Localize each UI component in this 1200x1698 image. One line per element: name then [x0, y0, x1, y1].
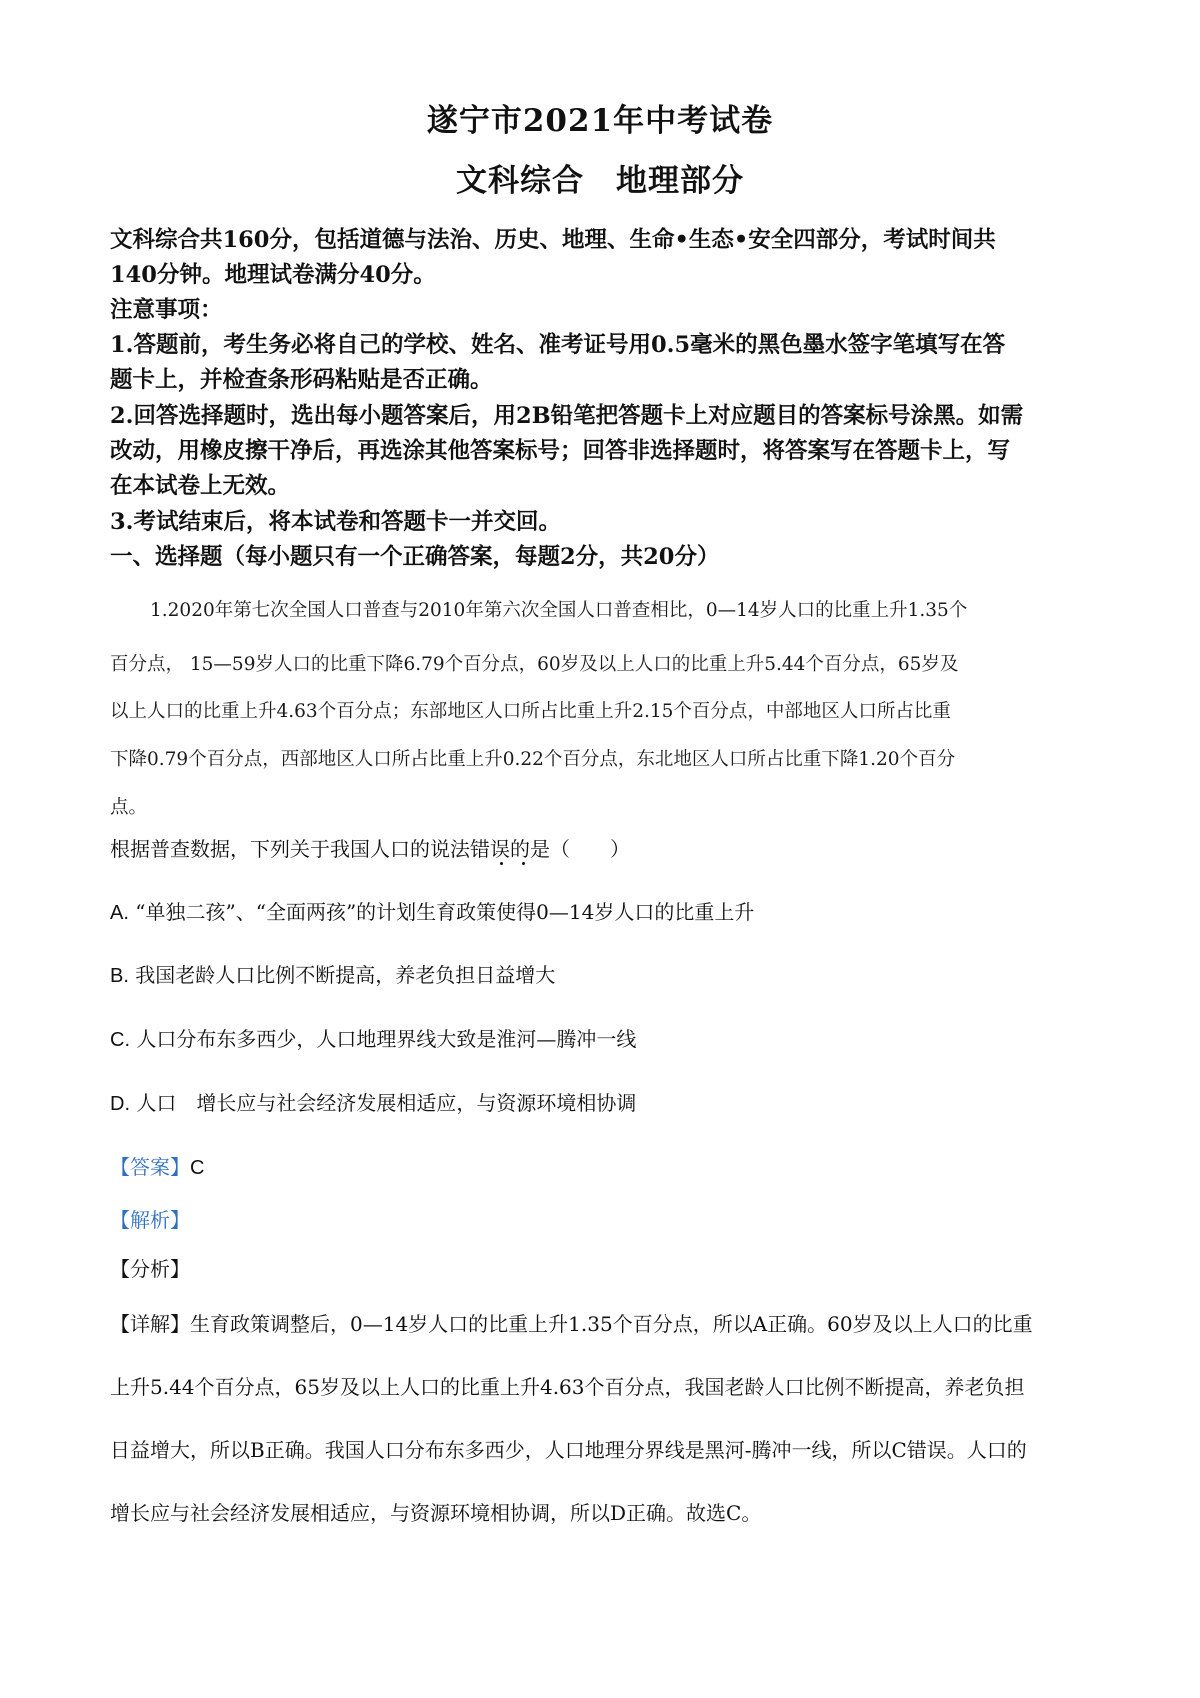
answer-value: C: [190, 1157, 205, 1179]
detail-label: 【详解】: [110, 1312, 190, 1336]
option-letter: D.: [110, 1093, 130, 1115]
analysis-label: 【解析】: [110, 1208, 190, 1232]
option-text: 人口分布东多西少，人口地理界线大致是淮河—腾冲一线: [136, 1027, 637, 1051]
detail-line-3: 日益增大，所以B正确。我国人口分布东多西少，人口地理分界线是黑河-腾冲一线，所以C错误。人口的: [110, 1438, 1027, 1462]
notice-item-2-line-1: 2.回答选择题时，选出每小题答案后，用2B铅笔把答题卡上对应题目的答案标号涂黑。如需: [110, 403, 1024, 429]
intro-line-2: 140分钟。地理试卷满分40分。: [110, 262, 436, 288]
option-text: “单独二孩”、“全面两孩”的计划生育政策使得0—14岁人口的比重上升: [135, 900, 755, 924]
option-text: 人口 增长应与社会经济发展相适应，与资源环境相协调: [136, 1091, 637, 1115]
question-stem: 根据普查数据，下列关于我国人口的说法错误的是（ ）: [110, 837, 630, 861]
notice-item-3: 3.考试结束后，将本试卷和答题卡一并交回。: [110, 509, 561, 535]
option-text: 我国老龄人口比例不断提高，养老负担日益增大: [135, 963, 556, 987]
emphasis-dot: [500, 862, 503, 865]
option-letter: B.: [110, 965, 129, 987]
page-title: 遂宁市2021年中考试卷: [426, 103, 774, 139]
option-b: [110, 959, 555, 988]
option-d: [110, 1087, 636, 1116]
detail-text: 生育政策调整后，0—14岁人口的比重上升1.35个百分点，所以A正确。60岁及以上人口的比重: [190, 1312, 1033, 1336]
notice-heading: 注意事项：: [110, 297, 223, 323]
notice-item-2-line-3: 在本试卷上无效。: [110, 473, 291, 499]
intro-line-1: 文科综合共160分，包括道德与法治、历史、地理、生命•生态•安全四部分，考试时间共: [110, 227, 996, 253]
question-body-line-1: 1.2020年第七次全国人口普查与2010年第六次全国人口普查相比，0—14岁人口的比重上升1.35个: [150, 600, 968, 621]
detail-line-4: 增长应与社会经济发展相适应，与资源环境相协调，所以D正确。故选C。: [110, 1501, 762, 1525]
detail-line-1: [110, 1308, 1033, 1337]
detail-line-2: 上升5.44个百分点，65岁及以上人口的比重上升4.63个百分点，我国老龄人口比例不断提高，养老负担: [110, 1375, 1025, 1399]
answer-row: [110, 1151, 204, 1180]
question-body-line-4: 下降0.79个百分点，西部地区人口所占比重上升0.22个百分点，东北地区人口所占比重下降1.20个百分: [110, 749, 956, 770]
fenxi-label: 【分析】: [110, 1257, 190, 1281]
question-body-line-3: 以上人口的比重上升4.63个百分点；东部地区人口所占比重上升2.15个百分点，中部地区人口所占比重: [110, 701, 951, 722]
question-body-line-5: 点。: [110, 797, 148, 818]
page-subtitle: 文科综合 地理部分: [456, 163, 744, 199]
option-letter: A.: [110, 902, 129, 924]
option-c: [110, 1023, 636, 1052]
notice-item-1-line-2: 题卡上，并检查条形码粘贴是否正确。: [110, 367, 493, 393]
question-body-line-2: 百分点， 15—59岁人口的比重下降6.79个百分点，60岁及以上人口的比重上升5.44个百分点，65岁及: [110, 654, 959, 675]
notice-item-1-line-1: 1.答题前，考生务必将自己的学校、姓名、准考证号用0.5毫米的黑色墨水签字笔填写在答: [110, 332, 1006, 358]
notice-item-2-line-2: 改动，用橡皮擦干净后，再选涂其他答案标号；回答非选择题时，将答案写在答题卡上，写: [110, 438, 1011, 464]
answer-label: 【答案】: [110, 1155, 190, 1179]
option-a: [110, 896, 754, 925]
section-heading: 一、选择题（每小题只有一个正确答案，每题2分，共20分）: [110, 544, 720, 570]
emphasis-dot: [522, 862, 525, 865]
option-letter: C.: [110, 1029, 130, 1051]
